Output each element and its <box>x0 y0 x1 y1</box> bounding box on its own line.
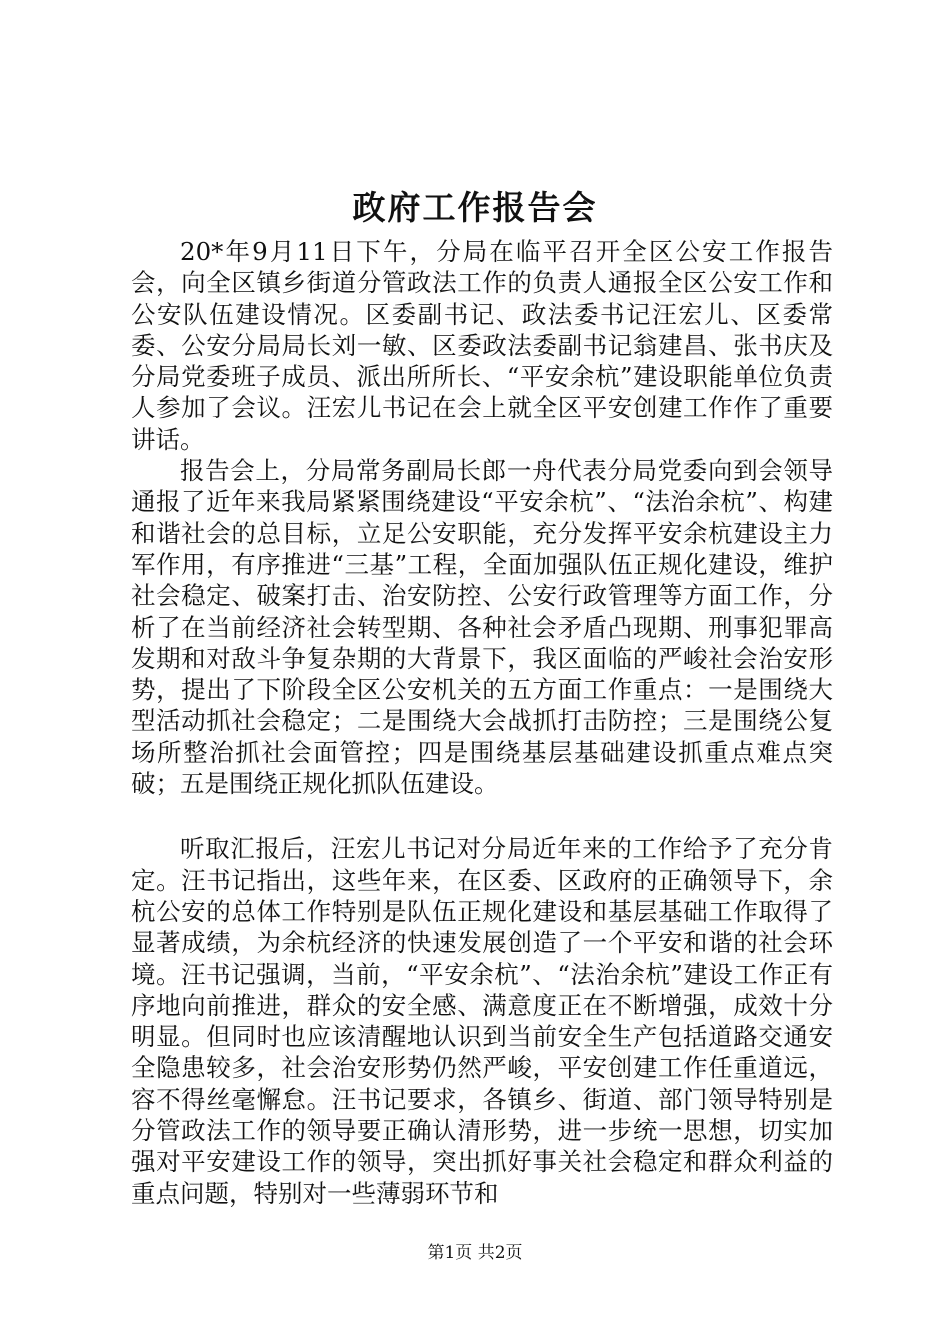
paragraph-meeting-intro: 20*年9月11日下午，分局在临平召开全区公安工作报告会，向全区镇乡街道分管政法工作的负责人通报全区公安工作和公安队伍建设情况。区委副书记、政法委书记汪宏儿、区委常委、公安分局局长刘一敏、区委政法委副书记翁建昌、张书庆及分局党委班子成员、派出所所长、“平安余杭”建设职能单位负责人参加了会议。汪宏儿书记在会上就全区平安创建工作作了重要讲话。 <box>131 237 833 454</box>
paragraph-report-content: 报告会上，分局常务副局长郎一舟代表分局党委向到会领导通报了近年来我局紧紧围绕建设“平安余杭”、“法治余杭”、构建和谐社会的总目标，立足公安职能，充分发挥平安余杭建设主力军作用，有序推进“三基”工程，全面加强队伍正规化建设，维护社会稳定、破案打击、治安防控、公安行政管理等方面工作，分析了在当前经济社会转型期、各种社会矛盾凸现期、刑事犯罪高发期和对敌斗争复杂期的大背景下，我区面临的严峻社会治安形势，提出了下阶段全区公安机关的五方面工作重点：一是围绕大型活动抓社会稳定；二是围绕大会战抓打击防控；三是围绕公复场所整治抓社会面管控；四是围绕基层基础建设抓重点难点突破；五是围绕正规化抓队伍建设。 <box>131 456 833 799</box>
paragraph-secretary-speech: 听取汇报后，汪宏儿书记对分局近年来的工作给予了充分肯定。汪书记指出，这些年来，在区委、区政府的正确领导下，余杭公安的总体工作特别是队伍正规化建设和基层基础工作取得了显著成绩，为余杭经济的快速发展创造了一个平安和谐的社会环境。汪书记强调，当前，“平安余杭”、“法治余杭”建设工作正有序地向前推进，群众的安全感、满意度正在不断增强，成效十分明显。但同时也应该清醒地认识到当前安全生产包括道路交通安全隐患较多，社会治安形势仍然严峻，平安创建工作任重道远，容不得丝毫懈怠。汪书记要求，各镇乡、街道、部门领导特别是分管政法工作的领导要正确认清形势，进一步统一思想，切实加强对平安建设工作的领导，突出抓好事关社会稳定和群众利益的重点问题，特别对一些薄弱环节和 <box>131 834 833 1208</box>
document-body <box>131 236 833 1209</box>
paragraph-spacer <box>131 799 833 833</box>
document-title: 政府工作报告会 <box>352 188 598 227</box>
page-footer: 第1页 共2页 <box>427 1243 523 1263</box>
